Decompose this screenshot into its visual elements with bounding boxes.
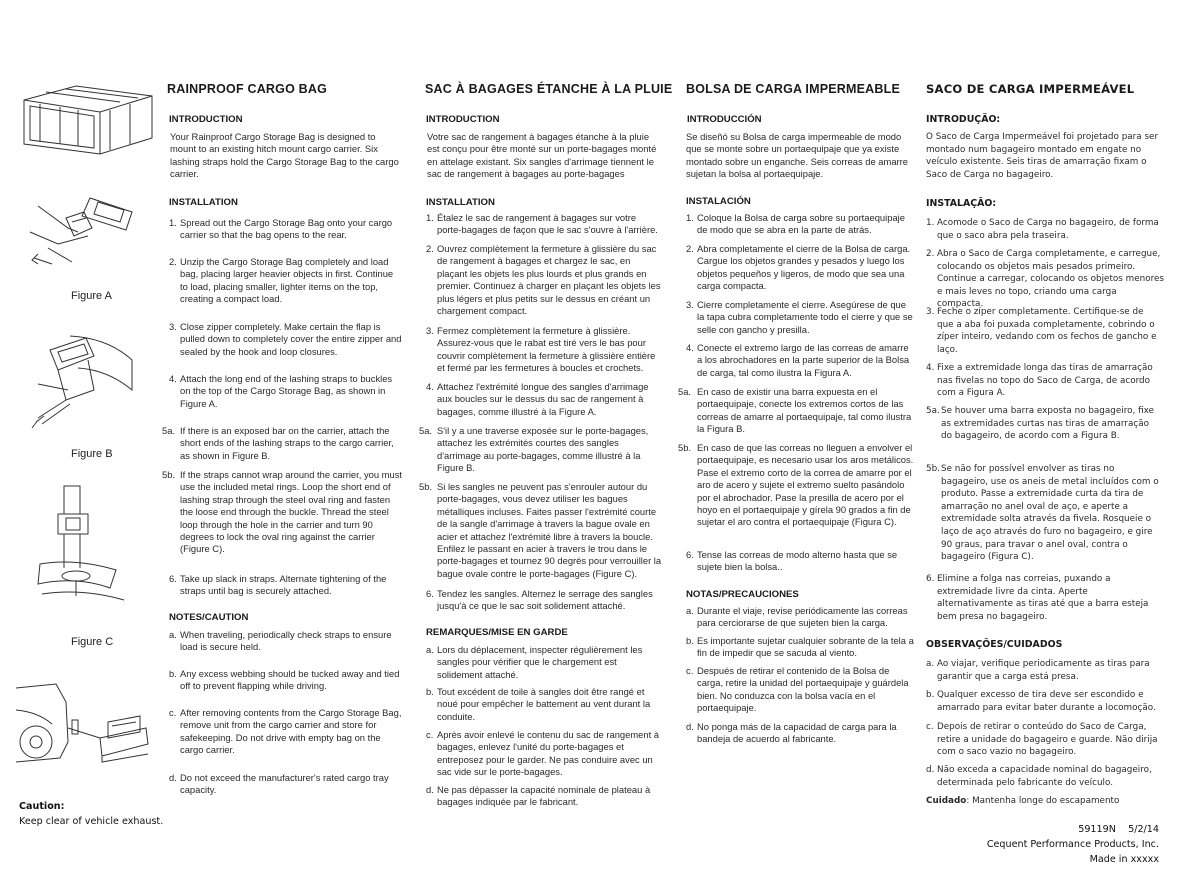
step-number: 1. (686, 212, 694, 223)
portuguese-step-2: Abra o Saco de Carga completamente, e carregue, colocando os objetos mais pesados primeiro. Continue a carregar, colocando os objetos menores e mais leves no topo, criando uma carga compacta. (937, 249, 1165, 310)
step-number: 6. (426, 588, 434, 599)
step-number: 1. (169, 217, 177, 228)
portuguese-caution (926, 795, 1166, 808)
portuguese-step-5b: Se não for possível envolver as tiras no bagageiro, use os aneis de metal incluídos com o produto. Passe a extremidade curta da tira de amarração no anel oval de aço, e aperte a extremidade solta através da fivela. Rosqueie o laço de aço através do furo no bagageiro, e gire 90 graus, para travar o anel oval, contra o bagageiro (Figura C). (941, 464, 1159, 563)
french-note-a: Lors du déplacement, inspecter régulièrement les sangles pour vérifier que le chargement est solidement attaché. (437, 644, 643, 680)
spanish-note-b: Es importante sujetar cualquier sobrante de la tela a fin de impedir que se sacuda al viento. (697, 635, 914, 659)
english-note-a: When traveling, periodically check straps to ensure load is secure held. (180, 629, 392, 653)
portuguese-intro-text: O Saco de Carga Impermeável foi projetado para ser montado num bagageiro montado em engate no veículo existente. Seis tiras de amarração fixam o Saco de Carga no bagageiro. (926, 132, 1159, 180)
portuguese-note-a: Ao viajar, verifique periodicamente as tiras para garantir que a carga está presa. (937, 659, 1150, 682)
english-step-1: Spread out the Cargo Storage Bag onto your cargo carrier so that the bag opens to the rear. (180, 217, 393, 241)
figure-b-label: Figure B (71, 448, 113, 460)
portuguese-caution-label: Cuidado (926, 796, 967, 806)
english-step-4: Attach the long end of the lashing straps to buckles on the top of the Cargo Storage Bag, as shown in Figure A. (180, 373, 393, 409)
french-step-4: Attachez l'extrémité longue des sangles d'arrimage aux boucles sur le dessus du sac de rangement à bagages, comme illustré à la Figure A. (437, 381, 649, 417)
caution-label: Caution: (19, 801, 65, 812)
portuguese-step-1: Acomode o Saco de Carga no bagageiro, de forma que o saco abra pela traseira. (937, 218, 1159, 241)
english-step-3: Close zipper completely. Make certain the flap is pulled down to completely cover the entire zipper and sealed by the hook and loop closures. (180, 321, 402, 357)
figure-a-drawing (28, 188, 140, 288)
spanish-note-d: No ponga más de la capacidad de carga para la bandeja de acuerdo al fabricante. (697, 721, 897, 745)
english-note-b: Any excess webbing should be tucked away and tied off to prevent flapping while driving. (180, 668, 400, 692)
step-number: 6. (926, 574, 935, 584)
figure-a-label: Figure A (71, 290, 112, 302)
french-intro-heading: INTRODUCTION (426, 114, 500, 125)
document-code-date: 59119N 5/2/14 (1078, 824, 1159, 835)
french-notes-heading: REMARQUES/MISE EN GARDE (426, 627, 568, 638)
figure-c-label: Figure C (71, 636, 114, 648)
step-number: 5b. (678, 442, 692, 453)
english-intro-heading: INTRODUCTION (169, 114, 243, 125)
step-number: 5a. (678, 386, 692, 397)
portuguese-caution-text: : Mantenha longe do escapamento (966, 796, 1120, 806)
note-letter: a. (169, 629, 177, 640)
note-letter: c. (169, 707, 177, 718)
french-note-d: Ne pas dépasser la capacité nominale de plateau à bagages indiquée par le fabricant. (437, 784, 651, 808)
step-number: 1. (926, 218, 935, 228)
step-number: 4. (426, 381, 434, 392)
french-step-5b: Si les sangles ne peuvent pas s'enrouler autour du porte-bagages, vous devez utiliser les bagues métalliques incluses. Faites passer l'extrémité courte de la sangle d'arrimage à travers la bague ovale en acier et attachez l'extrémité libre à travers la boucle. Enfilez le passant en acier à travers le trou dans le porte-bagages et tournez 90 degrés pour verrouiller la bague ovale contre le porte-bagages (Figure C). (437, 481, 662, 579)
note-letter: d. (426, 784, 434, 795)
step-number: 6. (169, 573, 177, 584)
portuguese-note-c: Depois de retirar o conteúdo do Saco de Carga, retire a unidade do bagageiro e guarde. Não dirija com o saco vazio no bagageiro. (937, 722, 1158, 758)
figure-b-drawing (28, 330, 140, 440)
spanish-intro-text: Se diseñó su Bolsa de carga impermeable de modo que se monte sobre un portaequipaje que ya existe montado sobre un enganche. Seis correas de amarre sujetan la bolsa al portaequipaje. (686, 131, 909, 180)
portuguese-intro-heading: INTRODUÇÃO: (926, 114, 1001, 125)
cargo-bag-illustration (16, 78, 156, 162)
step-number: 3. (686, 299, 694, 310)
step-number: 3. (426, 325, 434, 336)
step-number: 6. (686, 549, 694, 560)
french-install-heading: INSTALLATION (426, 197, 495, 208)
step-number: 5a. (162, 425, 176, 436)
step-number: 2. (926, 249, 935, 259)
step-number: 3. (169, 321, 177, 332)
english-step-5b: If the straps cannot wrap around the carrier, you must use the included metal rings. Loop the short end of lashing strap through the steel oval ring and fasten the loose end through the buckle. Thread the steel loop through the hole in the carrier and turn 90 degrees to lock the oval ring against the carrier (Figure C). (180, 469, 402, 555)
note-letter: b. (169, 668, 177, 679)
french-title: SAC À BAGAGES ÉTANCHE À LA PLUIE (425, 82, 673, 96)
spanish-step-5b: En caso de que las correas no lleguen a envolver el portaequipaje, es necesario usar los aros metálicos. Pase el extremo corto de la correa de amarre por el aro de acero y sujete el extremo suelto pasándolo por el abrochador. Pase la presilla de acero por el hoyo en el portaequipaje y gírela 90 grados a fin de sujetar el aro contra el portaequipaje (Figura C). (697, 442, 914, 528)
french-note-c: Après avoir enlevé le contenu du sac de rangement à bagages, enlevez l'unité du porte-bagages et entreposez pour le garder. Ne pas conduire avec un sac vide sur le porte-bagages. (437, 729, 660, 778)
english-title: RAINPROOF CARGO BAG (167, 82, 328, 96)
portuguese-step-5a: Se houver uma barra exposta no bagageiro, fixe as extremidades curtas nas tiras de amarração do bagageiro, de acordo com a Figura B. (941, 406, 1155, 442)
spanish-step-6: Tense las correas de modo alterno hasta que se sujete bien la bolsa.. (697, 549, 898, 573)
note-letter: b. (686, 635, 694, 646)
note-letter: d. (926, 765, 935, 775)
spanish-step-5a: En caso de existir una barra expuesta en el portaequipaje, conecte los extremos cortos de las correas de amarre al portaequipaje, tal como ilustra la Figura B. (697, 386, 912, 435)
note-letter: d. (686, 721, 694, 732)
portuguese-step-4: Fixe a extremidade longa das tiras de amarração nas fivelas no topo do Saco de Carga, de acordo com a Figura A. (937, 363, 1153, 399)
step-number: 4. (169, 373, 177, 384)
note-letter: a. (686, 605, 694, 616)
step-number: 3. (926, 307, 935, 317)
made-in: Made in xxxxx (1089, 854, 1159, 865)
note-letter: c. (686, 665, 694, 676)
spanish-note-c: Después de retirar el contenido de la Bolsa de carga, retire la unidad del portaequipaje y guárdela bien. No conduzca con la bolsa vacía en el portaequipaje. (697, 665, 909, 714)
french-step-3: Fermez complètement la fermeture à glissière. Assurez-vous que le rabat est tiré vers le bas pour couvrir complètement la fermeture à glissière entière et fermé par les fermetures à boucles et crochets. (437, 325, 656, 374)
note-letter: c. (926, 722, 934, 732)
spanish-notes-heading: NOTAS/PRECAUCIONES (686, 589, 799, 600)
portuguese-step-6: Elimine a folga nas correias, puxando a extremidade livre da cinta. Aperte alternativamente as tiras até que a barra esteja bem presa no bagageiro. (937, 574, 1149, 622)
vehicle-carrier-illustration (16, 682, 150, 766)
step-number: 5b. (419, 481, 433, 492)
english-step-2: Unzip the Cargo Storage Bag completely and load bag, placing larger heavier objects in first. Continue to load, placing smaller, lighter items on the top, creating a compact load. (180, 256, 394, 305)
step-number: 2. (686, 243, 694, 254)
step-number: 2. (169, 256, 177, 267)
step-number: 5b. (162, 469, 176, 480)
spanish-note-a: Durante el viaje, revise periódicamente las correas para cerciorarse de que sujeten bien la carga. (697, 605, 908, 629)
english-step-5a: If there is an exposed bar on the carrier, attach the short ends of the lashing straps to the cargo carrier, as shown in Figure B. (180, 425, 394, 461)
french-step-2: Ouvrez complètement la fermeture à glissière du sac de rangement à bagages et chargez le sac, en plaçant les objets les plus lourds et plus grands en premier. Continuez à charger en plaçant les objets les plus légers et plus petits sur le dessus en créant un chargement compact. (437, 243, 661, 317)
spanish-step-4: Conecte el extremo largo de las correas de amarre a los abrochadores en la parte superior de la Bolsa de carga, tal como ilustra la Figura A. (697, 342, 910, 378)
step-number: 5a. (419, 425, 433, 436)
english-note-c: After removing contents from the Cargo Storage Bag, remove unit from the cargo carrier and store for safekeeping. Do not drive with empty bag on the cargo carrier. (180, 707, 402, 756)
note-letter: c. (426, 729, 434, 740)
french-intro-text: Votre sac de rangement à bagages étanche à la pluie est conçu pour être monté sur un porte-bagages monté en attelage existant. Six sangles d'arrimage tiennent le sac de rangement à bagages au porte-bagages (427, 131, 657, 180)
portuguese-note-d: Não exceda a capacidade nominal do bagageiro, determinada pelo fabricante do veículo. (937, 765, 1152, 788)
note-letter: b. (926, 690, 935, 700)
english-install-heading: INSTALLATION (169, 197, 238, 208)
portuguese-note-b: Qualquer excesso de tira deve ser escondido e amarrado para evitar bater durante a locomoção. (937, 690, 1156, 713)
spanish-step-3: Cierre completamente el cierre. Asegúrese de que la tapa cubra completamente todo el cierre y que se selle con gancho y presilla. (697, 299, 913, 335)
note-letter: b. (426, 686, 434, 697)
french-note-b: Tout excédent de toile à sangles doit être rangé et noué pour empêcher le battement au vent durant la conduite. (437, 686, 651, 722)
step-number: 4. (686, 342, 694, 353)
step-number: 2. (426, 243, 434, 254)
french-step-1: Étalez le sac de rangement à bagages sur votre porte-bagages de façon que le sac s'ouvre à l'arrière. (437, 212, 658, 236)
step-number: 4. (926, 363, 935, 373)
portuguese-step-3: Feche o zíper completamente. Certifique-se de que a aba foi puxada completamente, cobrindo o zíper inteiro, vedando com os fechos de gancho e laço. (937, 307, 1157, 355)
note-letter: a. (926, 659, 935, 669)
english-step-6: Take up slack in straps. Alternate tightening of the straps until bag is securely attached. (180, 573, 387, 597)
company-name: Cequent Performance Products, Inc. (986, 839, 1159, 850)
spanish-title: BOLSA DE CARGA IMPERMEABLE (686, 82, 901, 96)
portuguese-title: SACO DE CARGA IMPERMEÁVEL (926, 82, 1135, 96)
english-note-d: Do not exceed the manufacturer's rated cargo tray capacity. (180, 772, 389, 796)
portuguese-install-heading: INSTALAÇÃO: (926, 198, 997, 209)
note-letter: a. (426, 644, 434, 655)
spanish-install-heading: INSTALACIÓN (686, 196, 751, 207)
spanish-step-1: Coloque la Bolsa de carga sobre su portaequipaje de modo que se abra en la parte de atrás. (697, 212, 905, 236)
caution-text: Keep clear of vehicle exhaust. (19, 816, 164, 827)
english-intro-text: Your Rainproof Cargo Storage Bag is designed to mount to an existing hitch mount cargo carrier. Six lashing straps hold the Cargo Storage Bag to the cargo carrier. (170, 131, 399, 180)
spanish-intro-heading: INTRODUCCIÓN (687, 114, 762, 125)
french-step-5a: S'il y a une traverse exposée sur le porte-bagages, attachez les extrémités courtes des sangles d'arrimage au porte-bagages, comme illustré à la Figure B. (437, 425, 649, 474)
figure-c-drawing (36, 484, 128, 624)
step-number: 5a. (926, 406, 940, 416)
spanish-step-2: Abra completamente el cierre de la Bolsa de carga. Cargue los objetos grandes y pesados y luego los objetos pequeños y ligeros, de modo que sea una carga compacta. (697, 243, 911, 292)
step-number: 5b. (926, 464, 940, 474)
french-step-6: Tendez les sangles. Alternez le serrage des sangles jusqu'à ce que le sac soit solidement attaché. (437, 588, 653, 612)
note-letter: d. (169, 772, 177, 783)
step-number: 1. (426, 212, 434, 223)
portuguese-notes-heading: OBSERVAÇÕES/CUIDADOS (926, 639, 1063, 650)
english-notes-heading: NOTES/CAUTION (169, 612, 249, 623)
